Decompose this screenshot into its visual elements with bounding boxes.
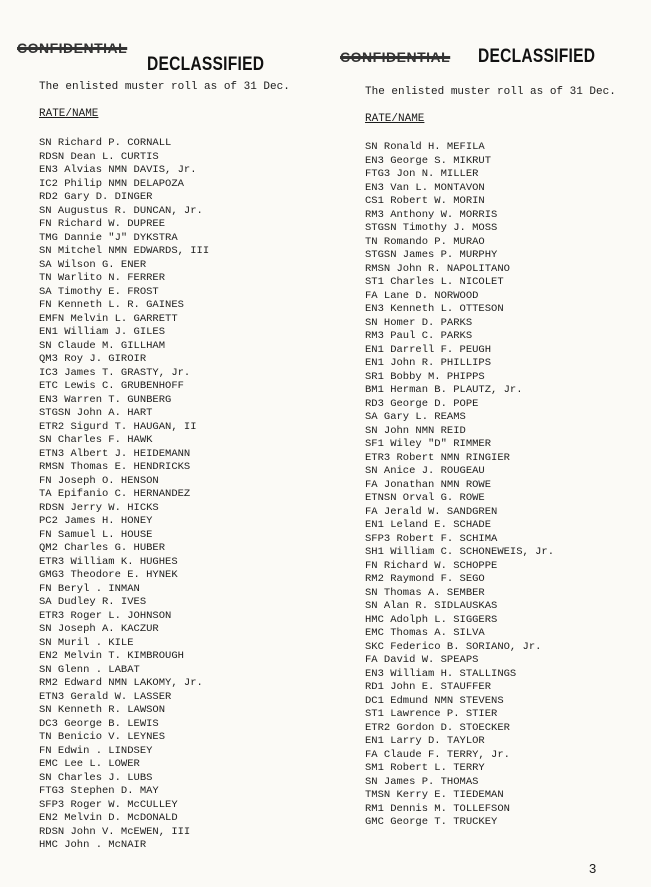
muster-entry: GMG3 Theodore E. HYNEK [39, 569, 178, 581]
muster-entry: QM3 Roy J. GIROIR [39, 353, 147, 365]
muster-entry: RM2 Raymond F. SEGO [365, 573, 485, 585]
muster-entry: EN3 Kenneth L. OTTESON [365, 303, 504, 315]
muster-entry: FTG3 Stephen D. MAY [39, 785, 159, 797]
muster-entry: FA Claude F. TERRY, Jr. [365, 748, 510, 761]
muster-entry: SM1 Robert L. TERRY [365, 762, 485, 774]
muster-entry: HMC Adolph L. SIGGERS [365, 613, 498, 626]
muster-entry: SN Anice J. ROUGEAU [365, 465, 485, 477]
muster-entry: BM1 Herman B. PLAUTZ, Jr. [365, 384, 523, 396]
muster-entry: SN Glenn . LABAT [39, 663, 140, 676]
muster-entry: HMC John . McNAIR [39, 839, 147, 851]
muster-entry: SN Augustus R. DUNCAN, Jr. [39, 204, 203, 217]
muster-entry: ETR3 Roger L. JOHNSON [39, 609, 172, 622]
muster-entry: STGSN James P. MURPHY [365, 249, 498, 261]
muster-entry: EMC Thomas A. SILVA [365, 627, 485, 639]
muster-entry: DC3 George B. LEWIS [39, 717, 159, 730]
muster-entry: RM3 Anthony W. MORRIS [365, 208, 498, 221]
muster-entry: ETC Lewis C. GRUBENHOFF [39, 380, 184, 392]
muster-entry: EN1 Larry D. TAYLOR [365, 735, 485, 747]
muster-list-left [39, 137, 209, 853]
muster-entry: ETN3 Albert J. HEIDEMANN [39, 447, 191, 460]
muster-entry: TMG Dannie "J" DYKSTRA [39, 231, 178, 244]
muster-entry: EN3 Alvias NMN DAVIS, Jr. [39, 164, 197, 176]
muster-entry: GMC George T. TRUCKEY [365, 816, 498, 828]
muster-entry: ETR3 William K. HUGHES [39, 555, 178, 568]
muster-entry: SN James P. THOMAS [365, 775, 479, 788]
muster-entry: RD2 Gary D. DINGER [39, 191, 153, 203]
muster-entry: SN Joseph A. KACZUR [39, 623, 159, 635]
muster-entry: SA Gary L. REAMS [365, 411, 466, 423]
muster-entry: TA Epifanio C. HERNANDEZ [39, 488, 191, 500]
muster-entry: EN3 William H. STALLINGS [365, 667, 517, 680]
right-header [340, 0, 640, 67]
muster-entry: ETR2 Sigurd T. HAUGAN, II [39, 420, 197, 433]
muster-entry: FN Richard W. SCHOPPE [365, 559, 498, 572]
muster-entry: SN Kenneth R. LAWSON [39, 704, 166, 716]
muster-entry: FN Kenneth L. R. GAINES [39, 299, 184, 311]
muster-entry: SN Homer D. PARKS [365, 316, 473, 329]
muster-entry: TN Warlito N. FERRER [39, 272, 166, 284]
muster-entry: EN1 Darrell F. PEUGH [365, 343, 492, 356]
muster-entry: ETNSN Orval G. ROWE [365, 492, 485, 504]
muster-entry: SN Ronald H. MEFILA [365, 141, 485, 153]
muster-entry: ETN3 Gerald W. LASSER [39, 690, 172, 703]
muster-entry: STGSN Timothy J. MOSS [365, 222, 498, 234]
confidential-stamp: CONFIDENTIAL [340, 49, 451, 65]
muster-entry: SN John NMN REID [365, 424, 466, 437]
muster-entry: FA David W. SPEAPS [365, 654, 479, 666]
muster-entry: FN Samuel L. HOUSE [39, 528, 153, 541]
muster-entry: EMC Lee L. LOWER [39, 758, 140, 770]
muster-entry: FA Jerald W. SANDGREN [365, 505, 498, 518]
muster-entry: FTG3 Jon N. MILLER [365, 168, 479, 180]
muster-entry: FN Edwin . LINDSEY [39, 744, 153, 757]
muster-entry: RMSN Thomas E. HENDRICKS [39, 461, 191, 473]
rate-name-header: RATE/NAME [365, 113, 425, 125]
muster-entry: ST1 Lawrence P. STIER [365, 708, 498, 720]
muster-entry: SN Charles F. HAWK [39, 434, 153, 446]
muster-entry: SN Charles J. LUBS [39, 771, 153, 784]
muster-entry: EN1 William J. GILES [39, 326, 166, 338]
left-header [17, 0, 317, 75]
muster-entry: SA Timothy E. FROST [39, 285, 159, 298]
muster-entry: RM2 Edward NMN LAKOMY, Jr. [39, 677, 203, 689]
muster-entry: EMFN Melvin L. GARRETT [39, 312, 178, 325]
muster-entry: RM3 Paul C. PARKS [365, 330, 473, 342]
muster-entry: SKC Federico B. SORIANO, Jr. [365, 640, 542, 653]
muster-entry: EN2 Melvin D. McDONALD [39, 812, 178, 824]
muster-entry: RDSN Jerry W. HICKS [39, 501, 159, 514]
muster-entry: PC2 James H. HONEY [39, 515, 153, 527]
muster-entry: SN Alan R. SIDLAUSKAS [365, 600, 498, 612]
muster-entry: TN Romando P. MURAO [365, 235, 485, 248]
muster-entry: TN Benicio V. LEYNES [39, 731, 166, 743]
muster-entry: CS1 Robert W. MORIN [365, 195, 485, 207]
muster-entry: RD1 John E. STAUFFER [365, 681, 492, 693]
page-number: 3 [589, 861, 597, 876]
muster-entry: EN3 George S. MIKRUT [365, 154, 492, 167]
muster-entry: SN Mitchel NMN EDWARDS, III [39, 245, 210, 257]
muster-entry: SN Muril . KILE [39, 636, 134, 649]
muster-entry: RDSN John V. McEWEN, III [39, 825, 191, 838]
muster-entry: TMSN Kerry E. TIEDEMAN [365, 789, 504, 801]
muster-entry: EN2 Melvin T. KIMBROUGH [39, 650, 184, 662]
muster-entry: SR1 Bobby M. PHIPPS [365, 370, 485, 383]
muster-entry: SF1 Wiley "D" RIMMER [365, 438, 492, 450]
muster-entry: SN Claude M. GILLHAM [39, 339, 166, 352]
muster-entry: SFP3 Roger W. McCULLEY [39, 798, 178, 811]
muster-entry: SA Dudley R. IVES [39, 596, 147, 608]
muster-entry: FA Lane D. NORWOOD [365, 289, 479, 302]
muster-entry: EN1 Leland E. SCHADE [365, 519, 492, 531]
muster-entry: EN1 John R. PHILLIPS [365, 357, 492, 369]
muster-entry: RMSN John R. NAPOLITANO [365, 262, 510, 275]
muster-roll-subtitle: The enlisted muster roll as of 31 Dec. [39, 81, 290, 93]
muster-entry: FN Joseph O. HENSON [39, 474, 159, 487]
declassified-stamp: DECLASSIFIED [478, 46, 596, 67]
muster-entry: SN Richard P. CORNALL [39, 137, 172, 149]
muster-entry: SA Wilson G. ENER [39, 258, 147, 271]
muster-entry: ETR3 Robert NMN RINGIER [365, 451, 510, 464]
muster-entry: EN3 Van L. MONTAVON [365, 181, 485, 194]
muster-entry: FA Jonathan NMN ROWE [365, 478, 492, 491]
left-column [17, 0, 317, 851]
muster-entry: SH1 William C. SCHONEWEIS, Jr. [365, 546, 555, 558]
confidential-stamp: CONFIDENTIAL [17, 40, 128, 56]
muster-entry: QM2 Charles G. HUBER [39, 542, 166, 554]
muster-entry: ST1 Charles L. NICOLET [365, 276, 504, 288]
muster-entry: RD3 George D. POPE [365, 397, 479, 410]
muster-roll-subtitle: The enlisted muster roll as of 31 Dec. [365, 86, 616, 98]
muster-entry: IC3 James T. GRASTY, Jr. [39, 366, 191, 379]
muster-entry: IC2 Philip NMN DELAPOZA [39, 177, 184, 190]
muster-entry: ETR2 Gordon D. STOECKER [365, 721, 510, 734]
muster-list-right [365, 141, 554, 830]
muster-entry: RM1 Dennis M. TOLLEFSON [365, 802, 510, 815]
muster-entry: DC1 Edmund NMN STEVENS [365, 694, 504, 707]
muster-entry: RDSN Dean L. CURTIS [39, 150, 159, 163]
muster-entry: FN Richard W. DUPREE [39, 218, 166, 230]
declassified-stamp: DECLASSIFIED [147, 54, 265, 75]
rate-name-header: RATE/NAME [39, 108, 99, 120]
muster-entry: STGSN John A. HART [39, 407, 153, 419]
muster-entry: EN3 Warren T. GUNBERG [39, 393, 172, 406]
right-column [340, 0, 640, 828]
muster-entry: FN Beryl . INMAN [39, 582, 140, 595]
muster-entry: SFP3 Robert F. SCHIMA [365, 532, 498, 545]
muster-entry: SN Thomas A. SEMBER [365, 586, 485, 599]
